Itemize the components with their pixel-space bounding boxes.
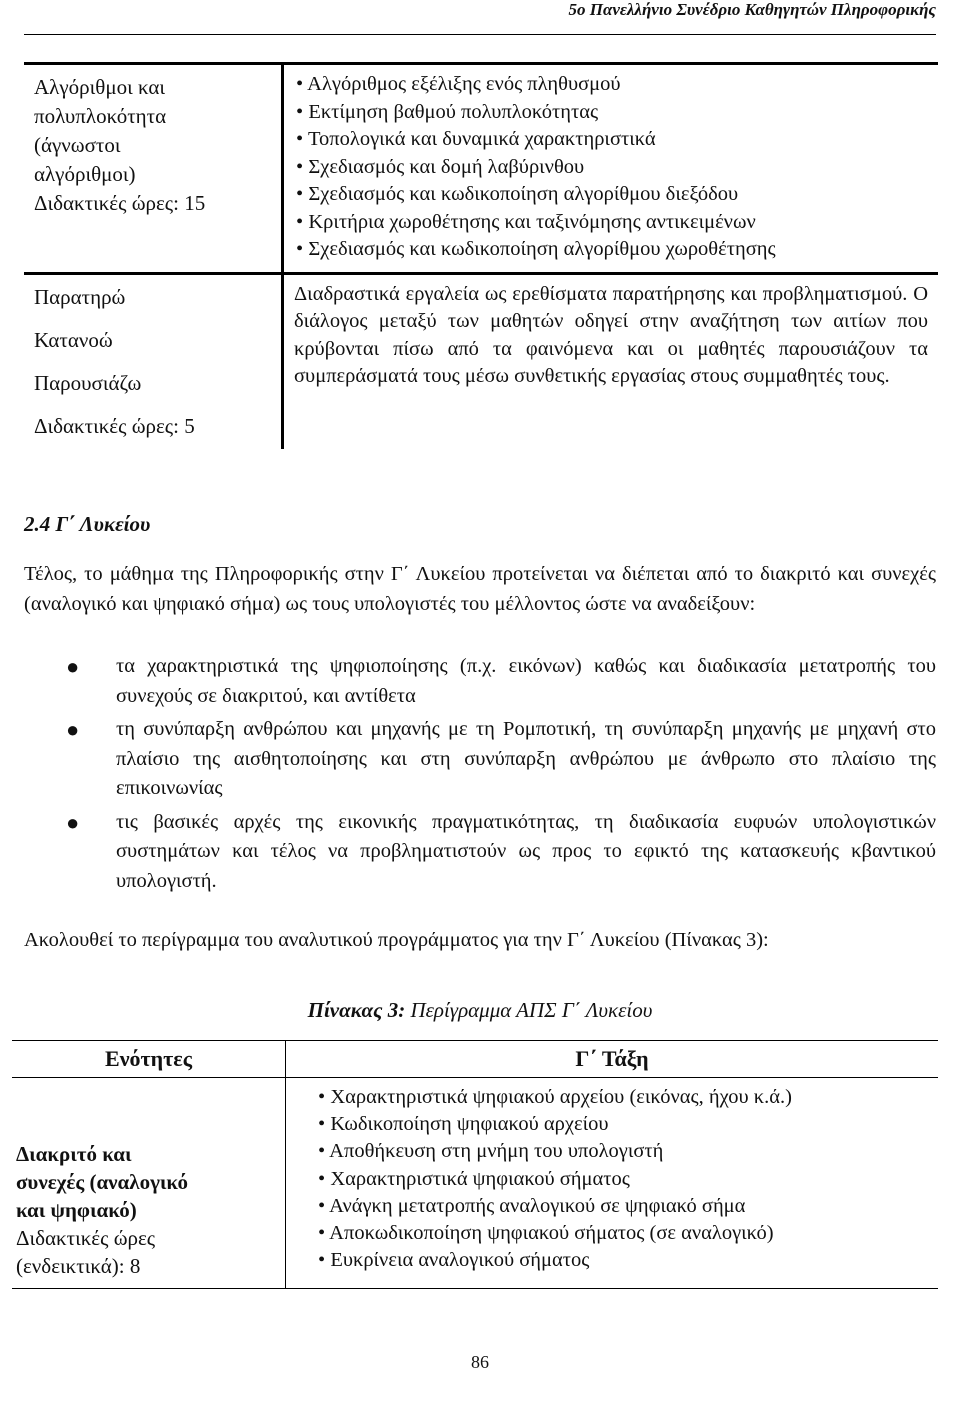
column-header: Γ΄ Τάξη — [575, 1046, 649, 1071]
unit-line: Παρουσιάζω — [34, 370, 142, 395]
bullet-icon: ● — [66, 654, 80, 679]
section-heading: 2.4 Γ΄ Λυκείου — [24, 512, 151, 536]
unit-hours: (ενδεικτικά): 8 — [16, 1254, 141, 1278]
table-row — [24, 272, 938, 449]
running-header: 5ο Πανελλήνιο Συνέδριο Καθηγητών Πληροφορικής — [568, 0, 936, 19]
list-item — [24, 808, 936, 897]
unit-hours: Διδακτικές ώρες — [16, 1226, 156, 1250]
unit-cell — [12, 1078, 286, 1288]
content-cell — [284, 65, 938, 272]
unit-title-line: και ψηφιακό) — [16, 1198, 137, 1222]
list-item: • Σχεδιασμός και δομή λαβύρινθου — [294, 154, 928, 182]
content-cell: Διαδραστικά εργαλεία ως ερεθίσματα παρατήρησης και προβληματισμού. Ο διάλογος μεταξύ των μαθητών οδηγεί στην αναζήτηση των αιτίων που κρύβονται πίσω από τα φαινόμενα και οι μαθητές παρουσιάζουν τα συμπεράσματά τους μέσω συνθετικής εργασίας στους συμμαθητές τους. — [294, 282, 928, 387]
unit-line: Παρατηρώ — [34, 284, 126, 309]
caption-text: Περίγραμμα ΑΠΣ Γ΄ Λυκείου — [405, 998, 653, 1022]
unit-line: πολυπλοκότητα — [34, 104, 167, 128]
unit-title-line: συνεχές (αναλογικό — [16, 1170, 188, 1194]
unit-line: αλγόριθμοι) — [34, 162, 136, 186]
header-rule — [24, 34, 936, 35]
page-number: 86 — [471, 1352, 489, 1372]
bullet-icon: ● — [66, 809, 80, 835]
list-item: • Ανάγκη μετατροπής αναλογικού σε ψηφιακό σήμα — [318, 1193, 930, 1220]
list-item: • Κριτήρια χωροθέτησης και ταξινόμησης αντικειμένων — [294, 209, 928, 237]
unit-cell — [24, 275, 284, 449]
caption-label: Πίνακας 3: — [307, 998, 406, 1022]
unit-hours: Διδακτικές ώρες: 15 — [34, 191, 206, 215]
unit-line: Κατανοώ — [34, 327, 113, 352]
unit-line: Αλγόριθμοι και — [34, 75, 166, 99]
curriculum-table — [12, 1040, 938, 1289]
topic-list — [294, 71, 928, 264]
intro-paragraph: Τέλος, το μάθημα της Πληροφορικής στην Γ΄ Λυκείου προτείνεται να διέπεται από το διακριτό και συνεχές (αναλογικό και ψηφιακό σήμα) ως τους υπολογιστές του μέλλοντος ώστε να αναδείξουν: — [24, 563, 936, 615]
list-item: • Κωδικοποίηση ψηφιακού αρχείου — [318, 1111, 930, 1138]
list-item: • Σχεδιασμός και κωδικοποίηση αλγορίθμου διεξόδου — [294, 181, 928, 209]
list-item — [24, 652, 936, 711]
list-item — [24, 715, 936, 804]
list-item: • Αλγόριθμος εξέλιξης ενός πληθυσμού — [294, 71, 928, 99]
bullet-text: τη συνύπαρξη ανθρώπου και μηχανής με τη Ρομποτική, τη συνύπαρξη μηχανής με μηχανή στο πλαίσιο της αισθητοποίησης και στη συνύπαρξη ανθρώπου με άνθρωπο στο πλαίσιο της επικοινωνίας — [116, 718, 936, 799]
content-cell — [286, 1078, 938, 1288]
follow-paragraph: Ακολουθεί το περίγραμμα του αναλυτικού προγράμματος για την Γ΄ Λυκείου (Πίνακας 3): — [24, 929, 769, 951]
topic-list — [318, 1084, 930, 1274]
list-item: • Χαρακτηριστικά ψηφιακού σήματος — [318, 1166, 930, 1193]
upper-table — [24, 62, 938, 449]
table-header — [12, 1041, 938, 1078]
list-item: • Χαρακτηριστικά ψηφιακού αρχείου (εικόνας, ήχου κ.ά.) — [318, 1084, 930, 1111]
bullet-text: τις βασικές αρχές της εικονικής πραγματικότητας, τη διαδικασία ευφυών υπολογιστικών συστημάτων και τέλος να προβληματιστούν ως προς το εφικτό της κατασκευής κβαντικού υπολογιστή. — [116, 810, 936, 892]
list-item: • Αποκωδικοποίηση ψηφιακού σήματος (σε αναλογικό) — [318, 1220, 930, 1247]
table-caption — [0, 998, 960, 1023]
list-item: • Τοπολογικά και δυναμικά χαρακτηριστικά — [294, 126, 928, 154]
table-row — [12, 1078, 938, 1288]
list-item: • Ευκρίνεια αναλογικού σήματος — [318, 1247, 930, 1274]
unit-title-line: Διακριτό και — [16, 1142, 132, 1166]
unit-hours: Διδακτικές ώρες: 5 — [34, 413, 195, 438]
bullet-icon: ● — [66, 717, 80, 742]
list-item: • Εκτίμηση βαθμού πολυπλοκότητας — [294, 99, 928, 127]
unit-cell — [24, 65, 284, 272]
bullet-text: τα χαρακτηριστικά της ψηφιοποίησης (π.χ. εικόνων) καθώς και διαδικασία μετατροπής του συνεχούς σε διακριτού, και αντίθετα — [116, 655, 936, 707]
unit-line: (άγνωστοι — [34, 133, 121, 157]
list-item: • Αποθήκευση στη μνήμη του υπολογιστή — [318, 1138, 930, 1165]
column-header: Ενότητες — [12, 1041, 286, 1077]
table-row — [24, 65, 938, 272]
list-item: • Σχεδιασμός και κωδικοποίηση αλγορίθμου χωροθέτησης — [294, 236, 928, 264]
bullet-list — [24, 652, 936, 900]
